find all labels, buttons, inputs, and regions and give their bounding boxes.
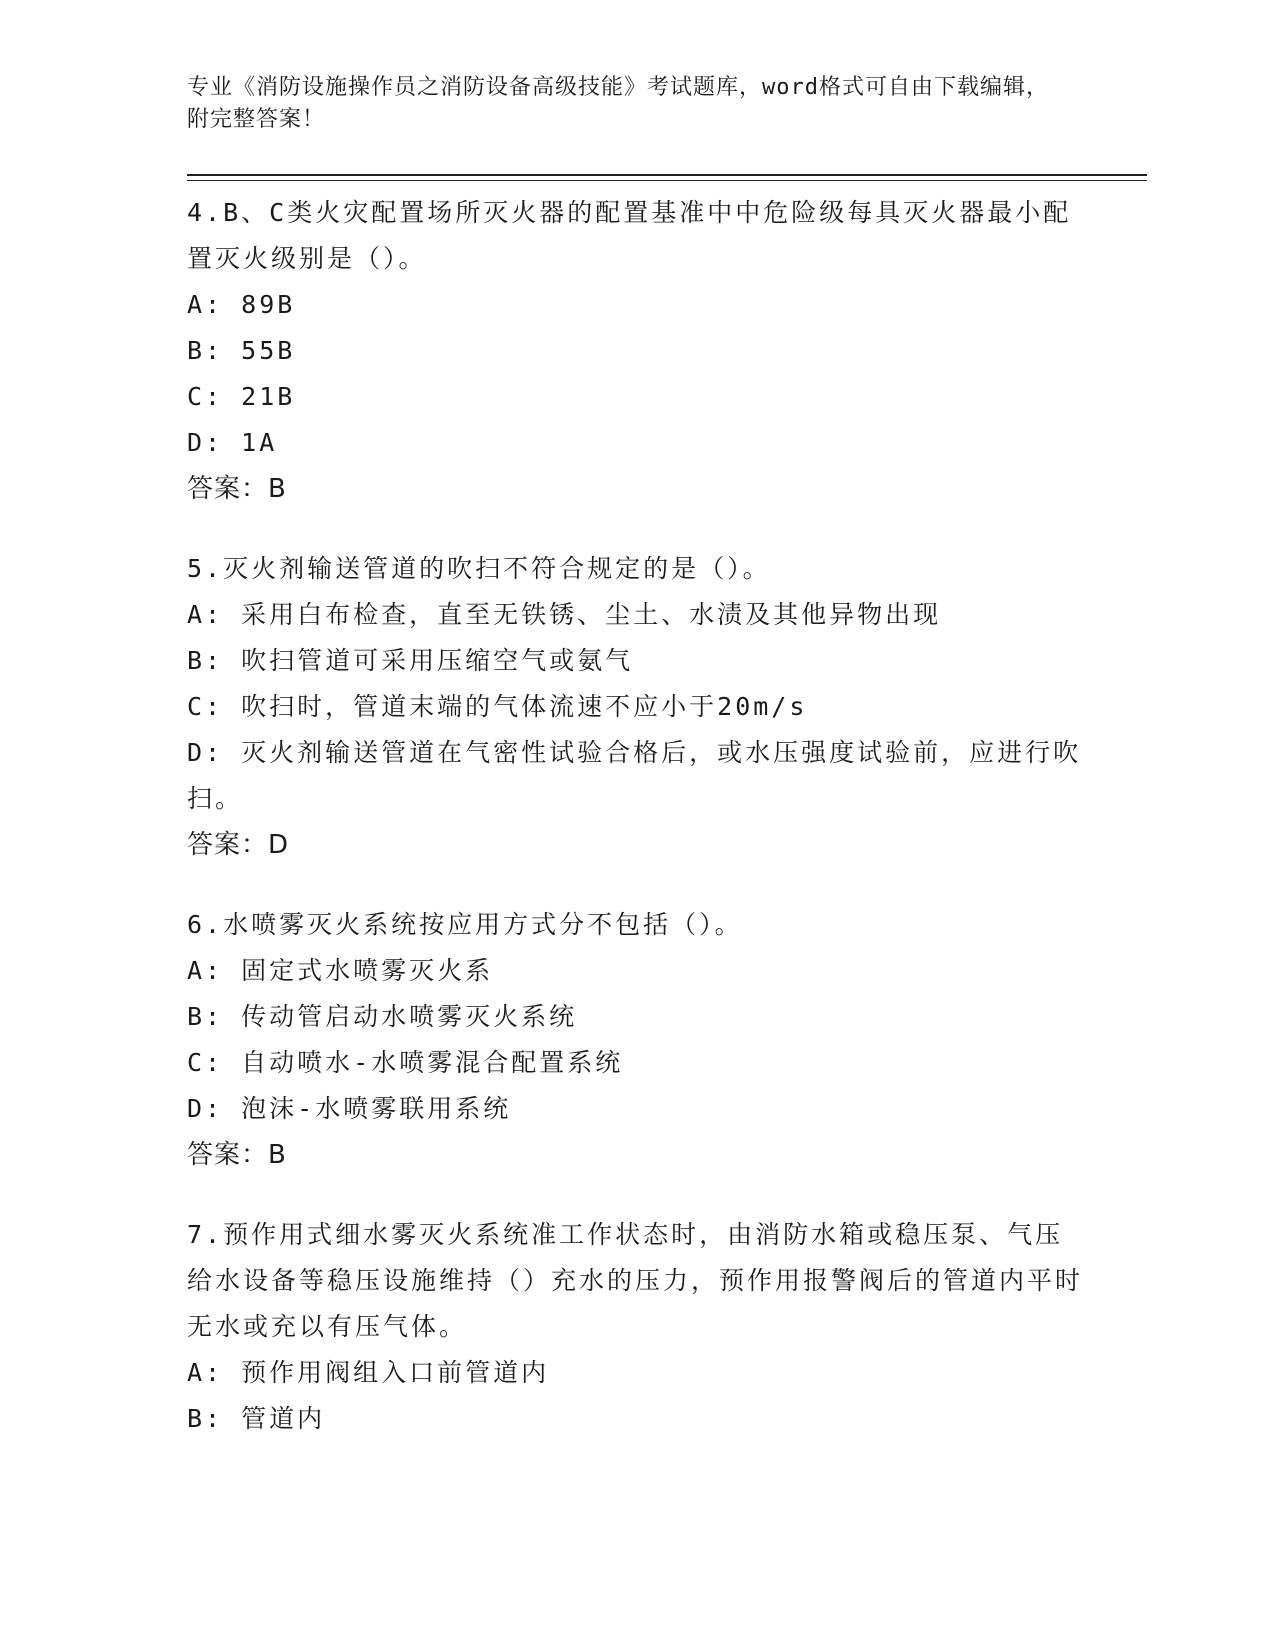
option-a: A: 固定式水喷雾灭火系	[187, 956, 494, 985]
option-b: B: 55B	[187, 336, 296, 365]
option-b: B: 管道内	[187, 1404, 326, 1433]
option-a: A: 采用白布检查，直至无铁锈、尘土、水渍及其他异物出现	[187, 600, 942, 629]
header-intro-text: 专业《消防设施操作员之消防设备高级技能》考试题库，word格式可自由下载编辑，附完整答案！	[187, 75, 1049, 132]
question-6	[187, 902, 1087, 1178]
document-header	[187, 72, 1067, 136]
option-c: C: 吹扫时，管道末端的气体流速不应小于20m/s	[187, 692, 808, 721]
option-b: B: 吹扫管道可采用压缩空气或氨气	[187, 646, 634, 675]
option-d: D: 1A	[187, 428, 278, 457]
question-list	[187, 190, 1087, 1476]
option-c: C: 自动喷水-水喷雾混合配置系统	[187, 1048, 624, 1077]
option-a: A: 预作用阀组入口前管道内	[187, 1358, 550, 1387]
question-stem: 6.水喷雾灭火系统按应用方式分不包括（）。	[187, 910, 743, 939]
question-stem: 4.B、C类火灾配置场所灭火器的配置基准中中危险级每具灭火器最小配置灭火级别是（）。	[187, 198, 1072, 273]
answer-line: 答案：D	[187, 830, 290, 860]
option-d: D: 泡沫-水喷雾联用系统	[187, 1094, 512, 1123]
header-divider-thick	[187, 174, 1147, 176]
question-stem: 7.预作用式细水雾灭火系统准工作状态时，由消防水箱或稳压泵、气压给水设备等稳压设施维持（）充水的压力，预作用报警阀后的管道内平时无水或充以有压气体。	[187, 1220, 1084, 1341]
question-4	[187, 190, 1087, 512]
question-7	[187, 1212, 1087, 1442]
question-stem: 5.灭火剂输送管道的吹扫不符合规定的是（）。	[187, 554, 771, 583]
option-d: D: 灭火剂输送管道在气密性试验合格后，或水压强度试验前，应进行吹扫。	[187, 738, 1082, 813]
option-c: C: 21B	[187, 382, 296, 411]
answer-line: 答案：B	[187, 474, 287, 504]
question-5	[187, 546, 1087, 868]
option-a: A: 89B	[187, 290, 296, 319]
answer-line: 答案：B	[187, 1140, 287, 1170]
header-divider-thin	[187, 180, 1147, 181]
option-b: B: 传动管启动水喷雾灭火系统	[187, 1002, 578, 1031]
